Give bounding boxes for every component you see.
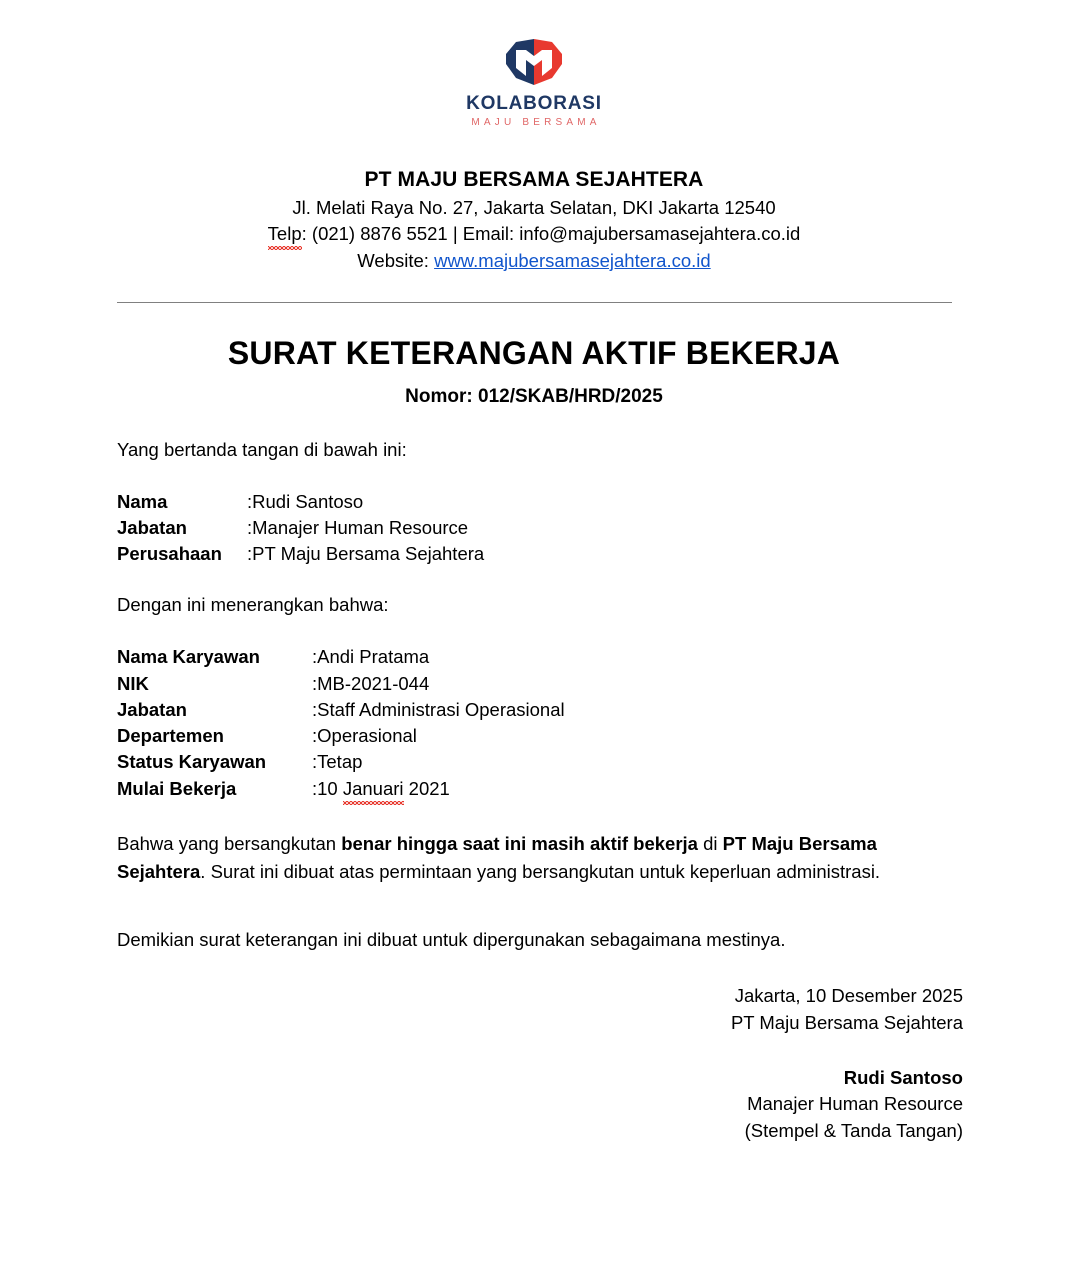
field-value: Tetap: [317, 751, 363, 773]
field-value: [317, 776, 564, 802]
table-row: [117, 697, 565, 723]
field-value: MB-2021-044: [317, 672, 430, 694]
company-website-line: [0, 249, 1068, 274]
table-row: [117, 671, 565, 697]
field-label: Mulai Bekerja: [117, 777, 237, 799]
table-row: [117, 644, 565, 670]
field-value-pre: 10: [317, 777, 343, 799]
table-row: [117, 749, 565, 775]
logo-wordmark: KOLABORASI: [466, 93, 602, 114]
website-label: Website:: [357, 250, 435, 272]
website-link[interactable]: www.majubersamasejahtera.co.id: [434, 250, 711, 272]
statement-bold1: benar hingga saat ini masih aktif bekerja: [341, 832, 698, 854]
field-value: PT Maju Bersama Sejahtera: [252, 543, 485, 565]
statement-bold2: PT Maju Bersama Sejahtera: [117, 832, 877, 882]
document-number: Nomor: 012/SKAB/HRD/2025: [405, 385, 663, 407]
statement-part1: Bahwa yang bersangkutan: [117, 832, 342, 854]
field-colon: :: [312, 698, 318, 720]
spellcheck-januari: Januari: [343, 776, 404, 802]
statement-paragraph: [117, 830, 963, 886]
field-label: Jabatan: [117, 516, 187, 538]
field-label: Departemen: [117, 725, 224, 747]
company-contact-rest: : (021) 8876 5521 | Email: info@majubersamasejahtera.co.id: [301, 223, 801, 245]
header-divider: [117, 302, 952, 303]
field-colon: :: [247, 516, 253, 538]
signature-place-date: Jakarta, 10 Desember 2025: [734, 984, 963, 1006]
field-label: Nama: [117, 490, 168, 512]
signature-company: PT Maju Bersama Sejahtera: [730, 1011, 963, 1033]
field-colon: :: [312, 725, 318, 747]
company-logo-block: [0, 0, 1068, 128]
document-body: [0, 438, 1068, 953]
table-row: [117, 489, 484, 515]
field-label: Jabatan: [117, 698, 187, 720]
company-contact: [0, 222, 1068, 247]
intro-line: Yang bertanda tangan di bawah ini:: [117, 438, 407, 460]
signature-note: (Stempel & Tanda Tangan): [744, 1120, 963, 1142]
closing-line: Demikian surat keterangan ini dibuat untuk dipergunakan sebagaimana mestinya.: [117, 928, 786, 950]
field-value: Rudi Santoso: [252, 490, 364, 512]
employee-fields-table: [117, 644, 565, 802]
field-colon: :: [312, 646, 318, 668]
field-value: Andi Pratama: [317, 646, 430, 668]
company-address: Jl. Melati Raya No. 27, Jakarta Selatan, DKI Jakarta 12540: [292, 196, 776, 218]
spellcheck-telp: Telp: [268, 222, 302, 247]
field-colon: :: [312, 672, 318, 694]
document-title: SURAT KETERANGAN AKTIF BEKERJA: [227, 334, 841, 371]
logo-tagline: MAJU BERSAMA: [471, 116, 601, 128]
field-label: Status Karyawan: [117, 751, 267, 773]
field-colon: :: [247, 490, 253, 512]
field-value: Operasional: [317, 725, 417, 747]
signature-block: [0, 983, 1068, 1145]
field-label: Perusahaan: [117, 543, 222, 565]
field-colon: :: [312, 777, 318, 799]
field-label: Nama Karyawan: [117, 646, 260, 668]
signer-fields-table: [117, 489, 484, 568]
table-row: [117, 723, 565, 749]
table-row: [117, 776, 565, 802]
declaration-line: Dengan ini menerangkan bahwa:: [117, 594, 389, 616]
signature-space: [0, 1037, 963, 1065]
company-header: [0, 166, 1068, 274]
field-colon: :: [247, 543, 253, 565]
field-value-post: 2021: [403, 777, 450, 799]
field-label: NIK: [117, 672, 149, 694]
table-row: [117, 541, 484, 567]
statement-part3: . Surat ini dibuat atas permintaan yang bersangkutan untuk keperluan administrasi.: [200, 860, 881, 882]
company-name: PT MAJU BERSAMA SEJAHTERA: [364, 167, 704, 191]
signature-position: Manajer Human Resource: [747, 1093, 963, 1115]
field-value: Staff Administrasi Operasional: [317, 698, 565, 720]
signature-name: Rudi Santoso: [843, 1066, 963, 1088]
field-value: Manajer Human Resource: [252, 516, 469, 538]
kolaborasi-m-shield-logo-icon: [502, 36, 566, 88]
statement-part2: di: [697, 832, 723, 854]
table-row: [117, 515, 484, 541]
field-colon: :: [312, 751, 318, 773]
